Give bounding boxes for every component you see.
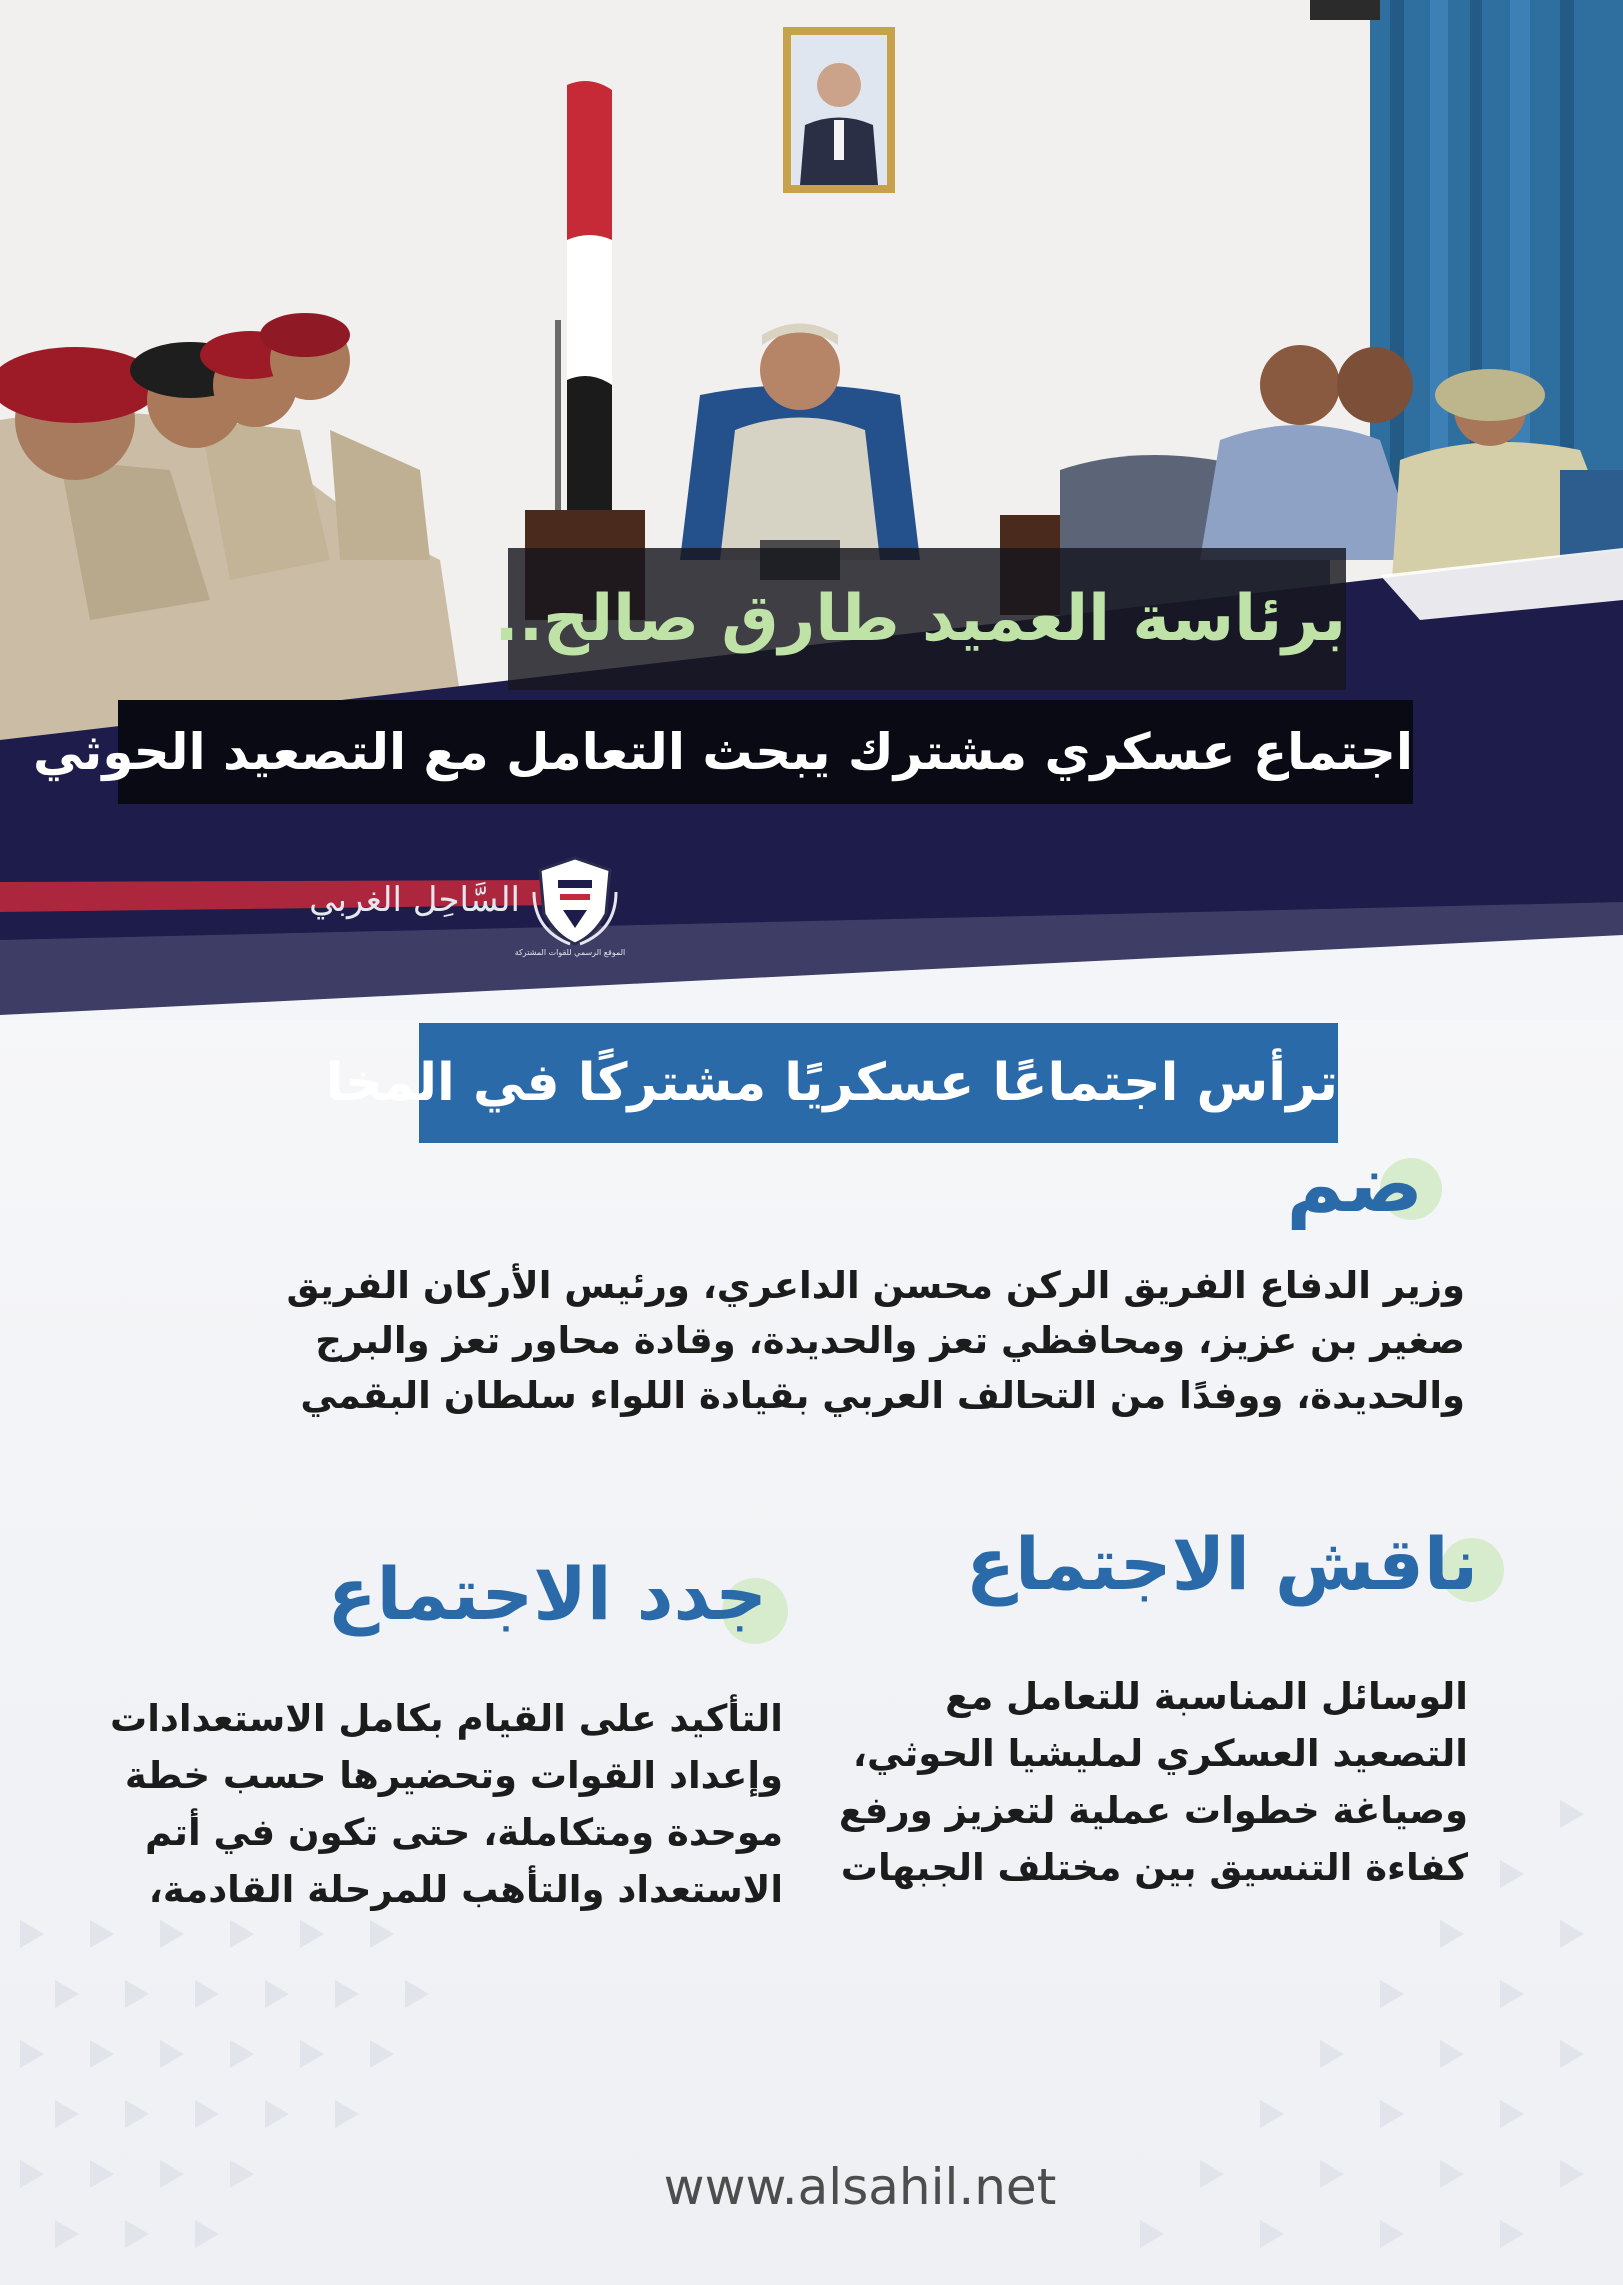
meeting-photo xyxy=(0,0,1623,1020)
discussed-line: التصعيد العسكري لمليشيا الحوثي، xyxy=(852,1732,1468,1775)
shield-emblem-icon xyxy=(530,852,620,948)
discussed-text xyxy=(768,1668,1468,1896)
logo-name: السَّاحِل الغربي xyxy=(309,880,520,920)
main-banner: ترأس اجتماعًا عسكريًا مشتركًا في المخا xyxy=(419,1023,1338,1143)
renewed-heading: جدد الاجتماع xyxy=(327,1552,767,1636)
discussed-line: الوسائل المناسبة للتعامل مع xyxy=(945,1675,1468,1718)
headline-title: برئاسة العميد طارق صالح.. xyxy=(508,548,1346,690)
included-line: والحديدة، ووفدًا من التحالف العربي بقيادة اللواء سلطان البقمي xyxy=(300,1374,1465,1417)
included-line: صغير بن عزيز، ومحافظي تعز والحديدة، وقادة محاور تعز والبرج xyxy=(315,1319,1465,1362)
included-heading: ضم xyxy=(1286,1140,1423,1230)
renewed-line: الاستعداد والتأهب للمرحلة القادمة، xyxy=(148,1868,783,1911)
included-line: وزير الدفاع الفريق الركن محسن الداعري، ورئيس الأركان الفريق xyxy=(286,1264,1465,1307)
renewed-line: موحدة ومتكاملة، حتى تكون في أتم xyxy=(145,1811,783,1854)
discussed-line: كفاءة التنسيق بين مختلف الجبهات xyxy=(840,1846,1468,1889)
renewed-line: التأكيد على القيام بكامل الاستعدادات xyxy=(110,1697,783,1740)
included-text xyxy=(265,1258,1465,1423)
navy-band xyxy=(0,0,1623,1020)
discussed-line: وصياغة خطوات عملية لتعزيز ورفع xyxy=(838,1789,1468,1832)
headline-subtitle: اجتماع عسكري مشترك يبحث التعامل مع التصعيد الحوثي xyxy=(118,700,1413,804)
renewed-text xyxy=(63,1690,783,1918)
site-logo[interactable] xyxy=(309,852,626,964)
renewed-line: وإعداد القوات وتحضيرها حسب خطة xyxy=(124,1754,783,1797)
logo-tagline: الموقع الرسمي للقوات المشتركة xyxy=(514,948,626,957)
website-url[interactable]: www.alsahil.net xyxy=(663,2158,1057,2216)
discussed-heading: ناقش الاجتماع xyxy=(965,1522,1478,1606)
